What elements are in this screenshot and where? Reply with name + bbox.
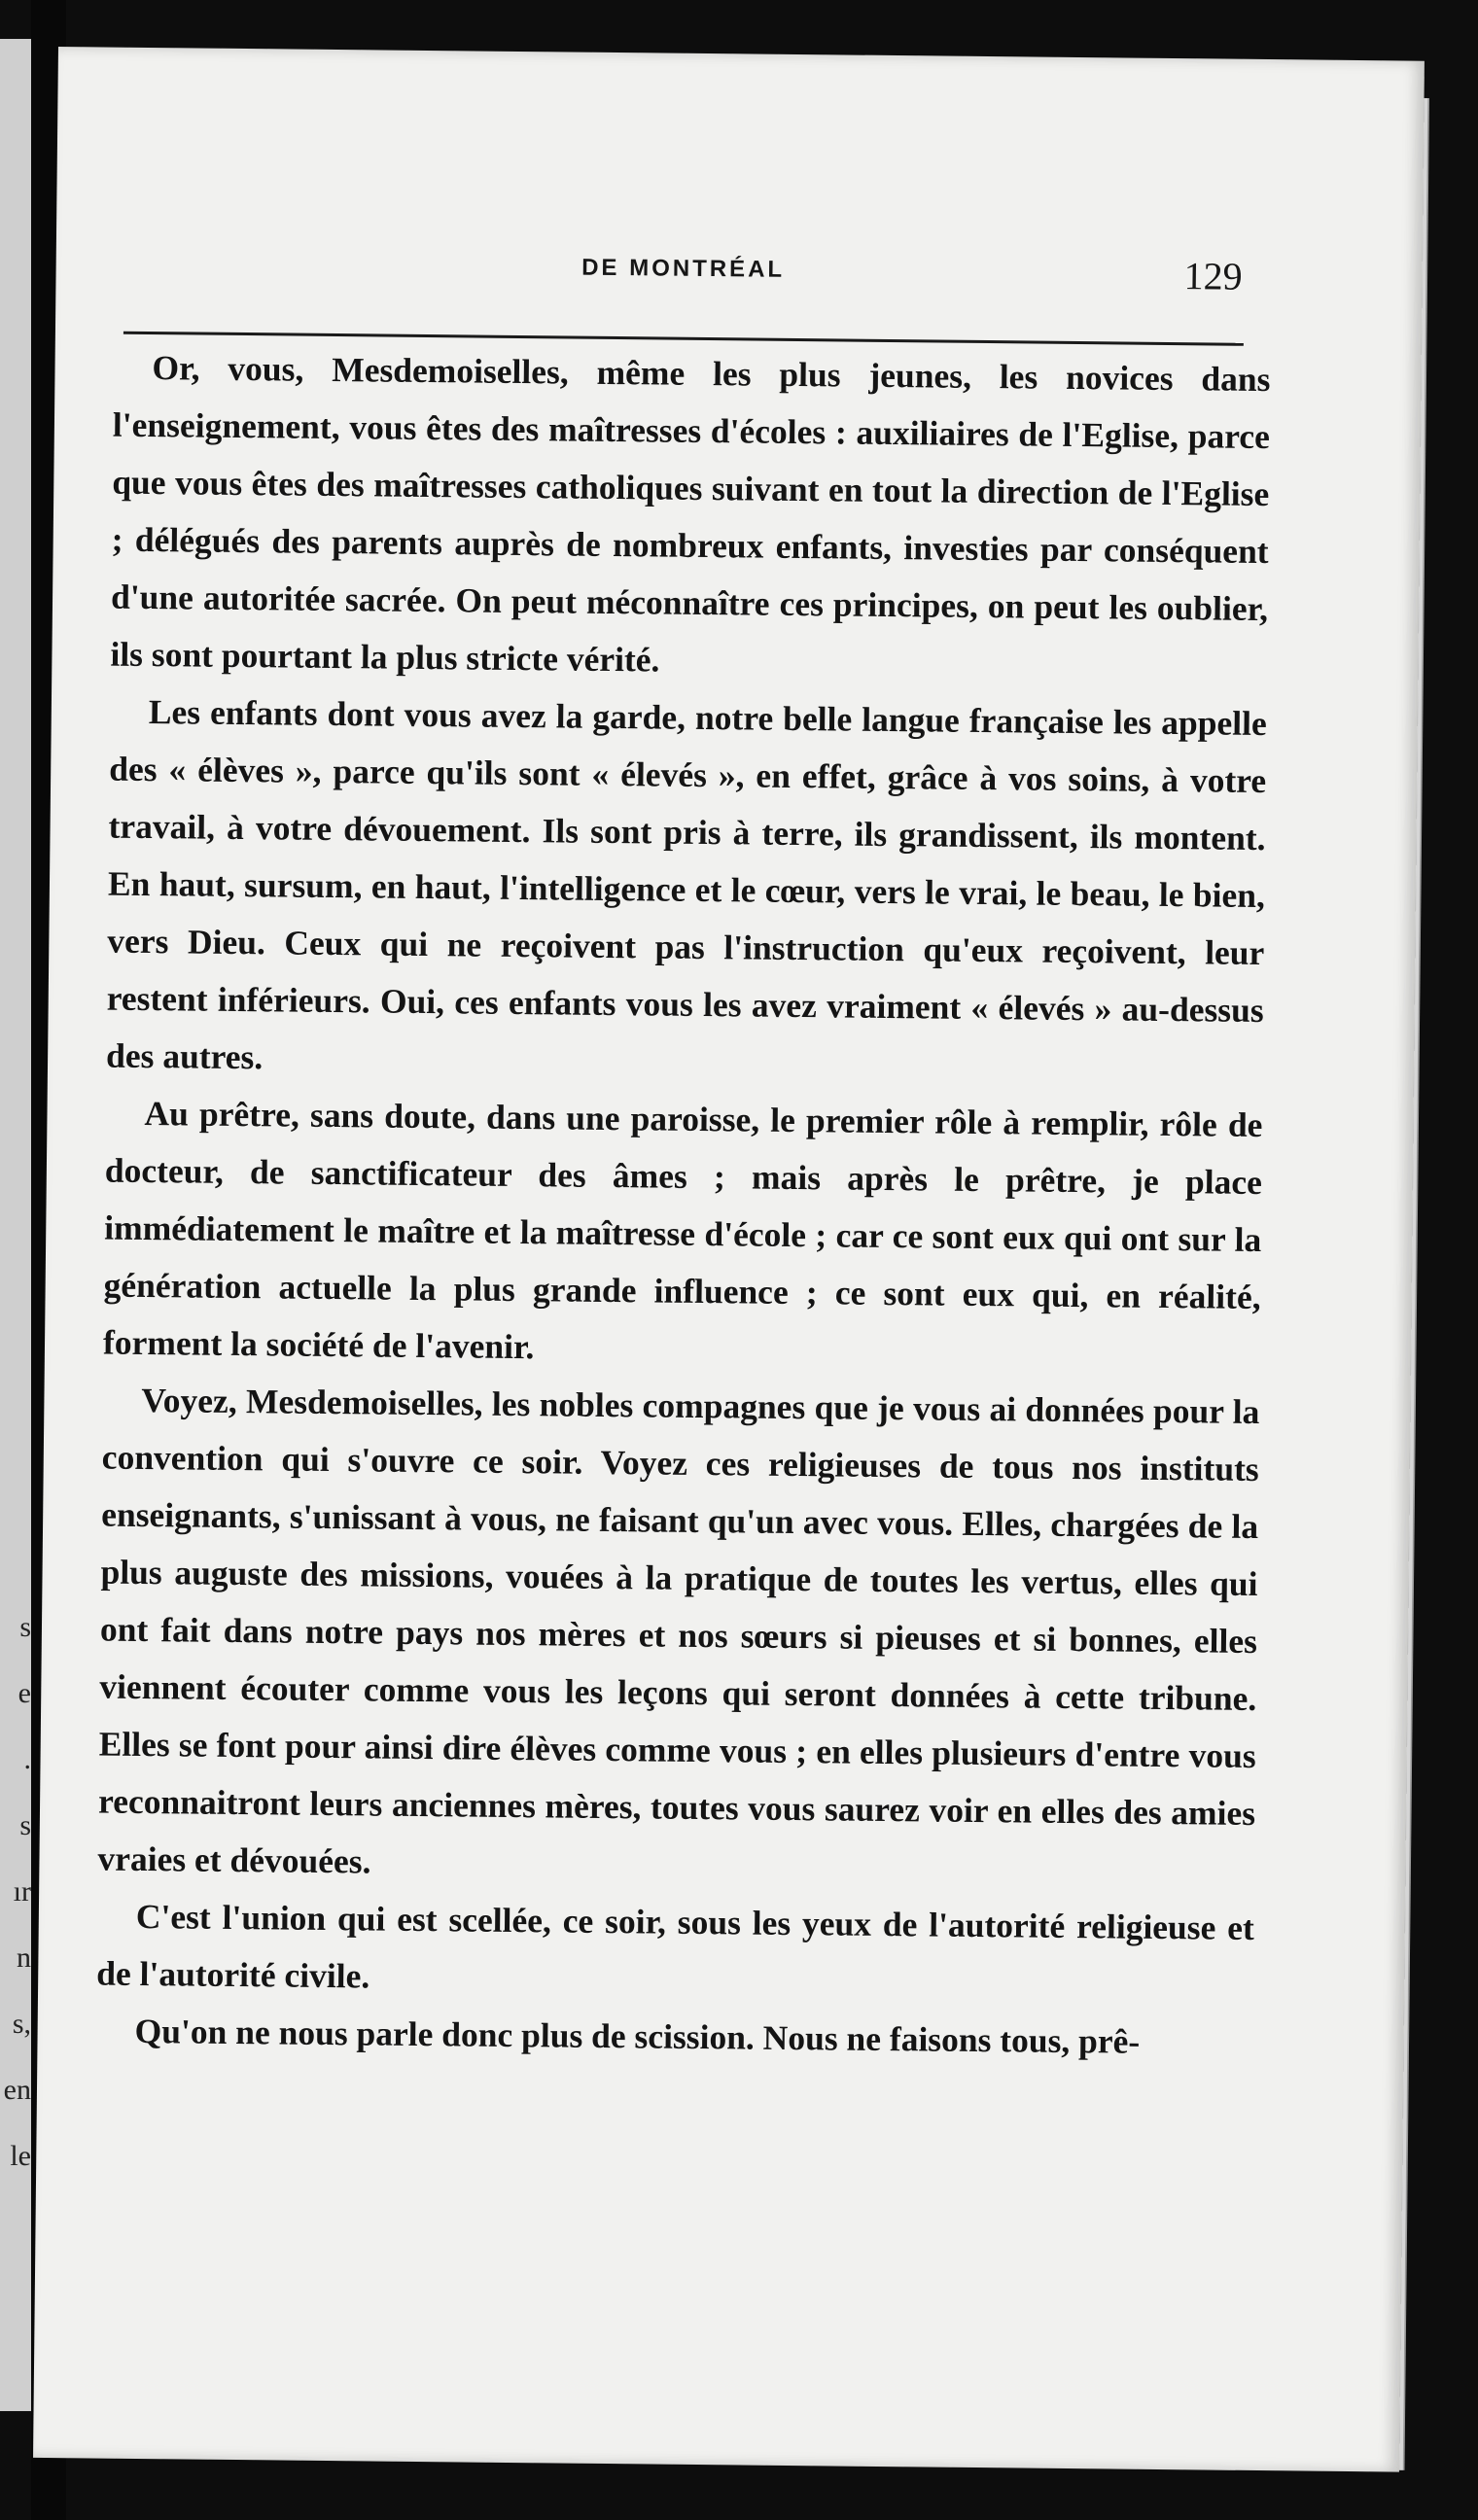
book-page	[33, 47, 1425, 2472]
fragment: s,	[12, 2008, 31, 2040]
paragraph: Au prêtre, sans doute, dans une paroisse, le premier rôle à remplir, rôle de docteur, de sanctificateur des âmes ; mais après le prêtre, je place immédiatement le maître et la maîtresse d'école ; car ce sont eux qui ont sur la génération actuelle la plus grande influence ; ce sont eux qui, en réalité, forment la société de l'avenir.	[102, 1093, 1263, 1367]
fragment: .	[23, 1743, 31, 1775]
page-header	[123, 232, 1243, 302]
fragment: le	[10, 2140, 31, 2172]
fragment: ır	[13, 1875, 31, 1908]
fragment: e	[18, 1677, 31, 1709]
adjacent-page-text-fragments	[0, 1594, 31, 2189]
running-head: DE MONTRÉAL	[581, 254, 786, 283]
paragraph: C'est l'union qui est scellée, ce soir, sous les yeux de l'autorité religieuse et de l'autorité civile.	[96, 1896, 1255, 1996]
page-number: 129	[1183, 254, 1243, 298]
fragment: n	[17, 1942, 31, 1974]
fragment: en	[3, 2074, 31, 2106]
fragment: s	[19, 1611, 31, 1643]
paragraph: Or, vous, Mesdemoiselles, même les plus jeunes, les novices dans l'enseignement, vous êtes des maîtresses d'écoles : auxiliaires de l'Eglise, parce que vous êtes des maîtresses catholiques suivant en tout la direction de l'Eglise ; délégués des parents auprès de nombreux enfants, investies par conséquent d'une autoritée sacrée. On peut méconnaître ces principes, on peut les oublier, ils sont pourtant la plus stricte vérité.	[110, 348, 1271, 680]
paragraph: Qu'on ne nous parle donc plus de scission. Nous ne faisons tous, prê-	[134, 2011, 1141, 2061]
page-body	[95, 339, 1270, 2072]
paragraph: Les enfants dont vous avez la garde, notre belle langue française les appelle des « élèves », parce qu'ils sont « élevés », en effet, grâce à vos soins, à votre travail, à votre dévouement. Ils sont pris à terre, ils grandissent, ils montent. En haut, sursum, en haut, l'intelligence et le cœur, vers le vrai, le beau, le bien, vers Dieu. Ceux qui ne reçoivent pas l'instruction qu'eux reçoivent, leur restent inférieurs. Oui, ces enfants vous les avez vraiment « élevés » au-dessus des autres.	[105, 692, 1267, 1077]
paragraph: Voyez, Mesdemoiselles, les nobles compagnes que je vous ai données pour la convention qui s'ouvre ce soir. Voyez ces religieuses de tous nos instituts enseignants, s'unissant à vous, ne faisant qu'un avec vous. Elles, chargées de la plus auguste des missions, vouées à la pratique de toutes les vertus, elles qui ont fait dans notre pays nos mères et nos sœurs si pieuses et si bonnes, elles viennent écouter comme vous les leçons qui seront données à cette tribune. Elles se font pour ainsi dire élèves comme vous ; en elles plusieurs d'entre vous reconnaitront leurs anciennes mères, toutes vous saurez voir en elles des amies vraies et dévouées.	[97, 1380, 1260, 1881]
fragment: s	[19, 1809, 31, 1841]
